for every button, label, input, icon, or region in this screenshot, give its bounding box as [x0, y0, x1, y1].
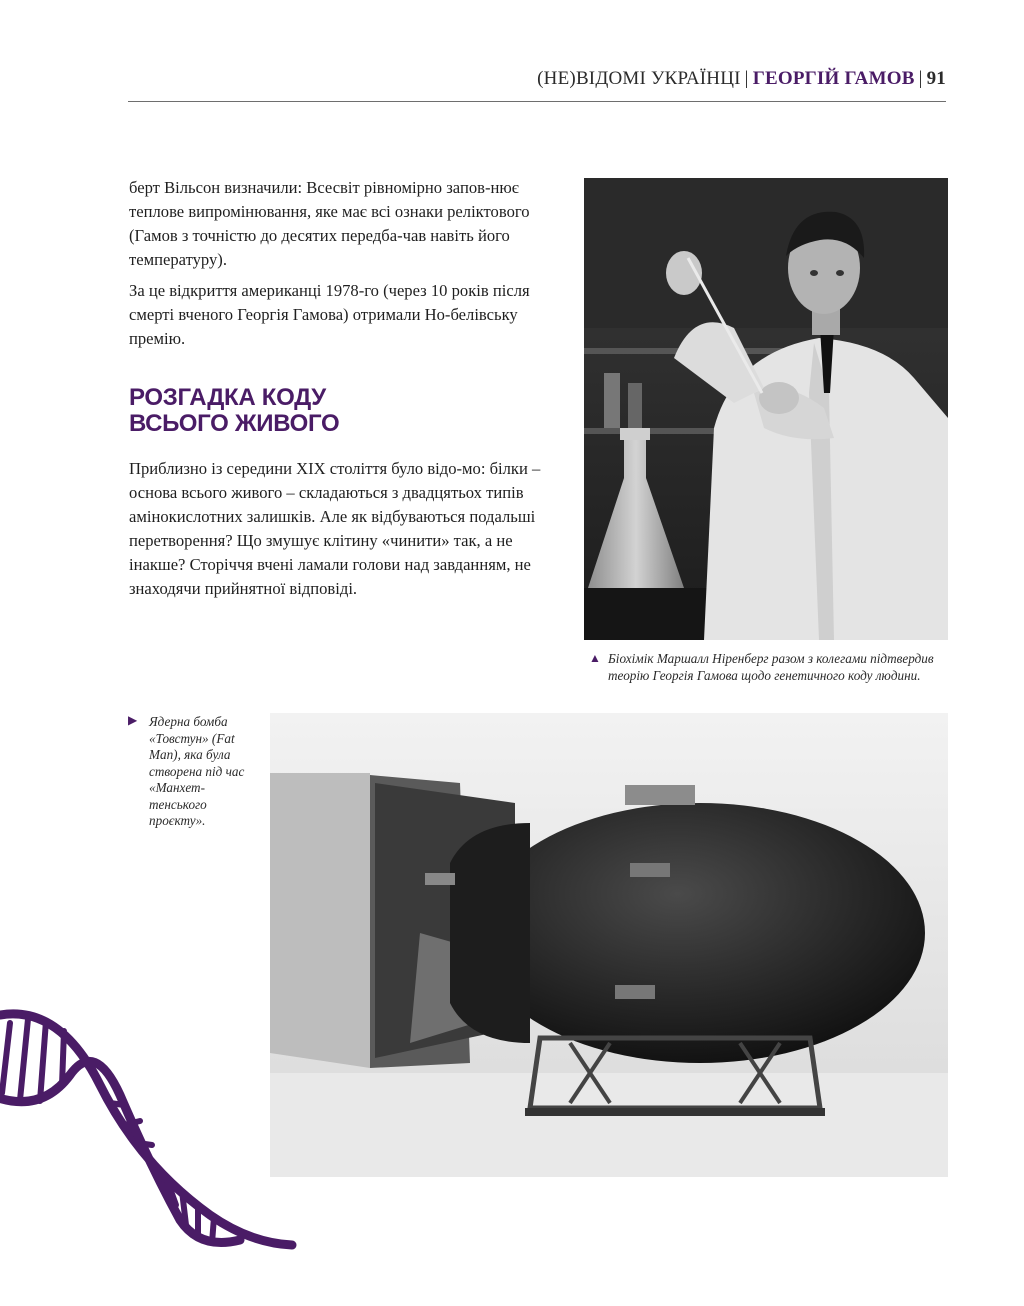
- header-series-title: (НЕ)ВІДОМІ УКРАЇНЦІ: [537, 68, 741, 89]
- running-header: [537, 68, 946, 90]
- section-heading-line: ВСЬОГО ЖИВОГО: [129, 410, 340, 437]
- bomb-caption: Ядерна бомба «Товстун» (Fat Man), яка була створена під час «Манхет-тенського проєкту».: [149, 714, 245, 828]
- section-heading: [129, 385, 339, 437]
- header-chapter-name: ГЕОРГІЙ ГАМОВ: [752, 68, 915, 89]
- nirenberg-photo: [584, 178, 948, 640]
- triangle-up-icon: ▲: [589, 651, 601, 665]
- paragraph: Приблизно із середини ХІХ століття було відо-мо: білки – основа всього живого – складаються з двадцятьох типів амінокислотних залишків. Але як відбуваються подальші перетворення? Що змушує клітину «чинити» так, а не інакше? Сторіччя вчені ламали голови над завданням, не знаходячи прийнятної відповіді.: [129, 459, 541, 598]
- body-text-bottom: [129, 457, 559, 608]
- fat-man-bomb-photo: [270, 713, 948, 1177]
- section-heading-line: РОЗГАДКА КОДУ: [129, 384, 326, 411]
- header-rule: [128, 101, 946, 102]
- dna-helix-icon: [0, 1005, 300, 1265]
- paragraph: берт Вільсон визначили: Всесвіт рівномірно запов-нює теплове випромінювання, яке має всі ознаки реліктового (Гамов з точністю до десятих передба-чав навіть його температуру).: [129, 178, 530, 269]
- body-text-top: [129, 176, 559, 358]
- nirenberg-caption: Біохімік Маршалл Ніренберг разом з колегами підтвердив теорію Георгія Гамова щодо генетичного коду людини.: [608, 651, 934, 683]
- paragraph: За це відкриття американці 1978-го (через 10 років після смерті вченого Георгія Гамова) отримали Но-белівську премію.: [129, 281, 530, 348]
- header-separator-2: |: [918, 68, 923, 89]
- page-number: 91: [926, 68, 946, 89]
- triangle-right-icon: ▶: [128, 713, 138, 727]
- header-separator: |: [744, 68, 749, 89]
